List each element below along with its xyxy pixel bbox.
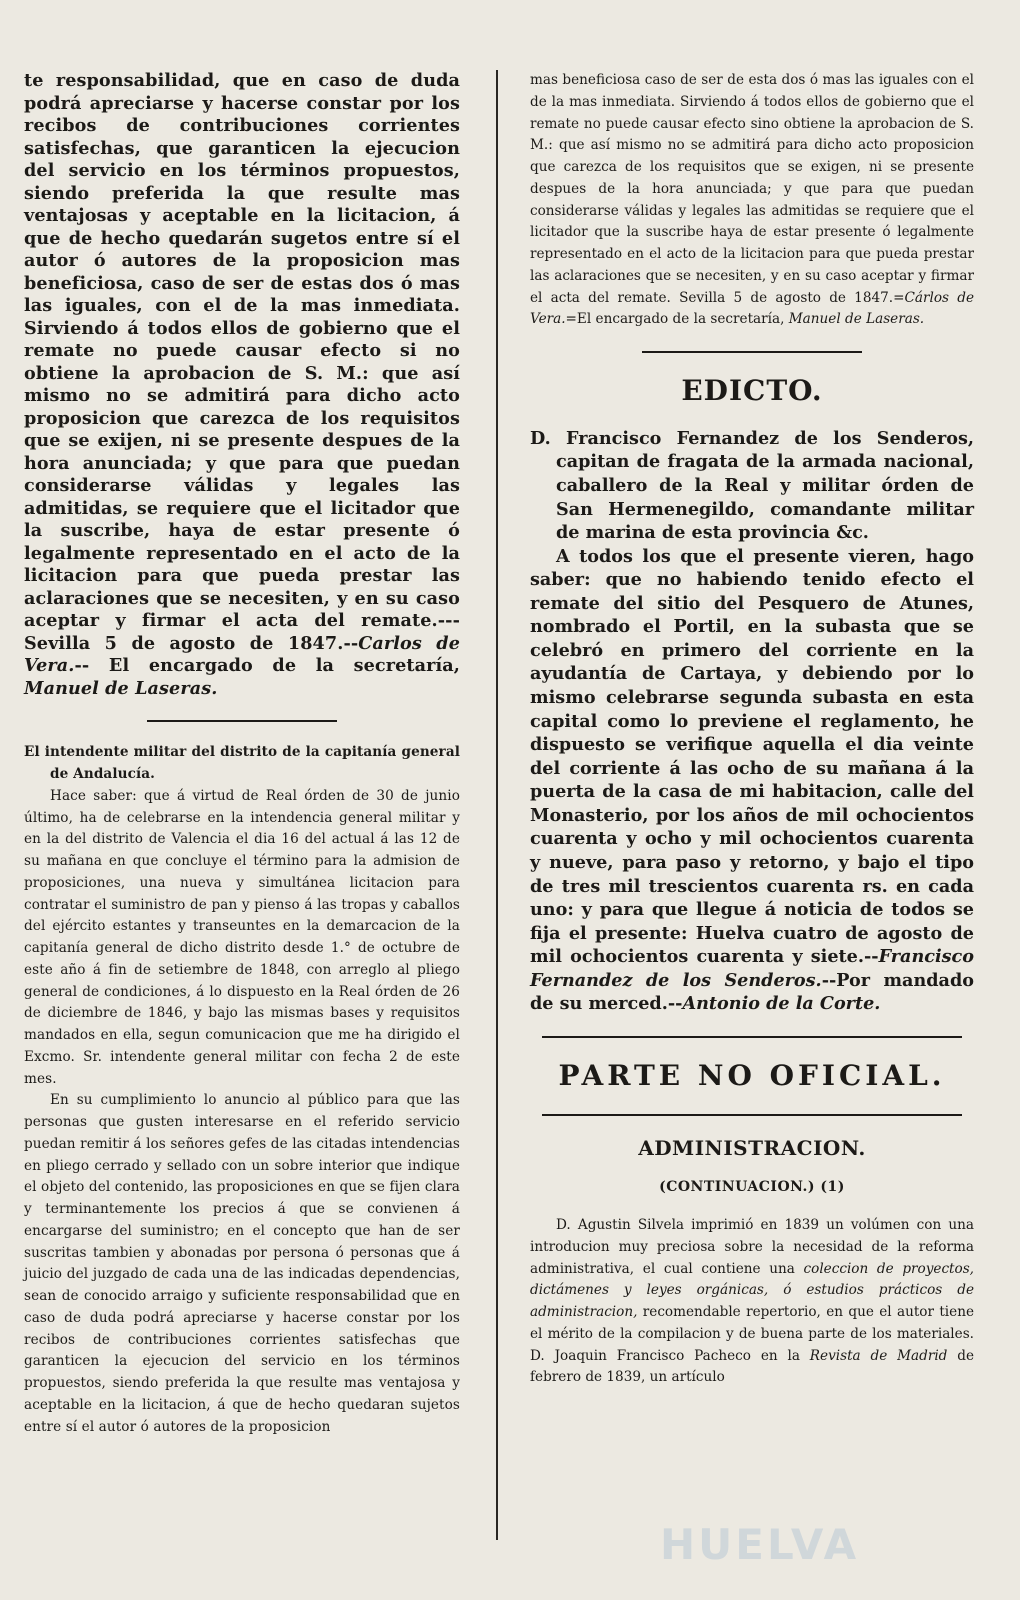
intendente-paragraph-1: Hace saber: que á virtud de Real órden de 30 de junio último, ha de celebrarse en la intendencia general militar y en la del distrito de Valencia el dia 16 del actual á las 12 de su mañana en que concluye el término para la admision de proposiciones, una nueva y simultánea licitacion para contratar el suministro de pan y pienso á las tropas y caballos del ejército estantes y transeuntes en la demarcacion de la capitanía general de dicho distrito desde 1.° de octubre de este año á fin de setiembre de 1848, con arreglo al pliego general de condiciones, á lo dispuesto en la Real órden de 26 de diciembre de 1846, y bajo las mismas bases y requisitos mandados en ella, segun comunicacion que me ha dirigido el Excmo. Sr. intendente general militar con fecha 2 de este mes. xyxy=(24,787,460,1087)
signature-carlos-de-vera: Carlos de Vera. xyxy=(24,632,460,677)
administracion-title: ADMINISTRACION. xyxy=(638,1135,866,1160)
right-column xyxy=(530,70,974,1389)
continuacion-subtitle: (CONTINUACION.) (1) xyxy=(659,1179,845,1196)
edicto-title: EDICTO. xyxy=(681,374,823,407)
continuation-paragraph-right: mas beneficiosa caso de ser de esta dos ó mas las iguales con el de la mas inmediata. Sirviendo á todos ellos de gobierno que el remate no puede causar efecto sino obtiene la aprobacion de S. M.: que así mismo no se admitirá para dicho acto proposicion que carezca de los requisitos que se exigen, ni se presente despues de la hora anunciada; y que para que puedan considerarse válidas y legales las admitidas se requiere que el licitador que la suscribe haya de estar presente ó legalmente representado en el acto de la licitacion para que pueda prestar las aclaraciones que se necesiten, y en su caso aceptar y firmar el acta del remate. Sevilla 5 de agosto de 1847.=Cárlos de Vera.=El encargado de la secretaría, Manuel de Laseras. xyxy=(530,72,974,328)
watermark: HUELVA xyxy=(660,1520,860,1569)
signature-francisco-fernandez: Francisco Fernandez de los Senderos. xyxy=(530,946,974,991)
parte-no-oficial-heading: PARTE NO OFICIAL. xyxy=(558,1058,946,1092)
left-column xyxy=(24,70,460,1438)
separator-rule xyxy=(542,1114,962,1116)
continuation-paragraph: te responsabilidad, que en caso de duda podrá apreciarse y hacerse constar por los recibos de contribuciones corrientes satisfechas, que garanticen la ejecucion del servicio en los términos propuestos, siendo preferida la que resulte mas ventajosas y aceptable en la licitacion, á que de hecho quedarán sugetos entre sí el autor ó autores de la proposicion mas beneficiosa, caso de ser de estas dos ó mas las iguales, con el de la mas inmediata. Sirviendo á todos ellos de gobierno que el remate no puede causar efecto si no obtiene la aprobacion de S. M.: que así mismo no se admitirá para dicho acto proposicion que carezca de los requisitos que se exijen, ni se presente despues de la hora anunciada; y que para que puedan considerarse válidas y legales las admitidas, se requiere que el licitador que la suscribe, haya de estar presente ó legalmente representado en el acto de la licitacion para que pueda prestar las aclaraciones que se necesiten, y en su caso aceptar y firmar el acta del remate.---Sevilla 5 de agosto de 1847.--Carlos de Vera.-- El encargado de la secretaría, Manuel de Laseras. xyxy=(24,70,460,699)
separator-rule xyxy=(642,351,862,353)
edicto-body: A todos los que el presente vieren, hago saber: que no habiendo tenido efecto el remate del sitio del Pesquero de Atunes, nombrado el Portil, en la subasta que se celebró en primero del corriente en la ayudantía de Cartaya, y debiendo por lo mismo celebrarse segunda subasta en esta capital como lo previene el reglamento, he dispuesto se verifique aquella el dia veinte del corriente á las ocho de su mañana á la puerta de la casa de mi habitacion, calle del Monasterio, por los años de mil ochocientos cuarenta y ocho y mil ochocientos cuarenta y nueve, para paso y retorno, y bajo el tipo de tres mil trescientos cuarenta rs. en cada uno: y para que llegue á noticia de todos se fija el presente: Huelva cuatro de agosto de mil ochocientos cuarenta y siete.--Francisco Fernandez de los Senderos.--Por mandado de su merced.--Antonio de la Corte. xyxy=(530,545,974,1015)
separator-rule xyxy=(147,720,337,722)
administracion-paragraph: D. Agustin Silvela imprimió en 1839 un volúmen con una introducion muy preciosa sobre la necesidad de la reforma administrativa, el cual contiene una coleccion de proyectos, dictámenes y leyes orgánicas, ó estudios prácticos de administracion, recomendable repertorio, en que el autor tiene el mérito de la compilacion y de buena parte de los materiales. D. Joaquin Francisco Pacheco en la Revista de Madrid de febrero de 1839, un artículo xyxy=(530,1217,974,1386)
signature-carlos-de-vera-right: Cárlos de Vera. xyxy=(530,289,974,328)
signature-manuel-de-laseras: Manuel de Laseras. xyxy=(24,677,218,699)
signature-antonio-de-la-corte: Antonio de la Corte. xyxy=(682,993,881,1015)
intendente-heading: El intendente militar del distrito de la capitanía general de Andalucía. xyxy=(24,744,460,783)
intendente-paragraph-2: En su cumplimiento lo anuncio al público para que las personas que gusten interesarse en el referido servicio puedan remitir á los señores gefes de las citadas intendencias en pliego cerrado y sellado con un sobre interior que indique el objeto del contenido, las proposiciones en que se fijen clara y terminantemente los precios á que se convienen á encargarse del suministro; en el concepto que han de ser suscritas tambien y abonadas por persona ó personas que á juicio del juzgado de cada una de las indicadas dependencias, sean de conocido arraigo y suficiente responsabilidad que en caso de duda podrá apreciarse y hacerse constar por los recibos de contribuciones corrientes satisfechas que garanticen la ejecucion del servicio en los términos propuestos, siendo preferida la que resulte mas ventajosa y aceptable en la licitacion, á que de hecho quedaran sujetos entre sí el autor ó autores de la proposicion xyxy=(24,1092,460,1435)
separator-rule xyxy=(542,1036,962,1038)
edicto-header: D. Francisco Fernandez de los Senderos, capitan de fragata de la armada nacional, caballero de la Real y militar órden de San Hermenegildo, comandante militar de marina de esta provincia &c. xyxy=(530,427,974,544)
column-divider xyxy=(496,70,498,1540)
signature-manuel-de-laseras-right: Manuel de Laseras. xyxy=(788,311,925,328)
